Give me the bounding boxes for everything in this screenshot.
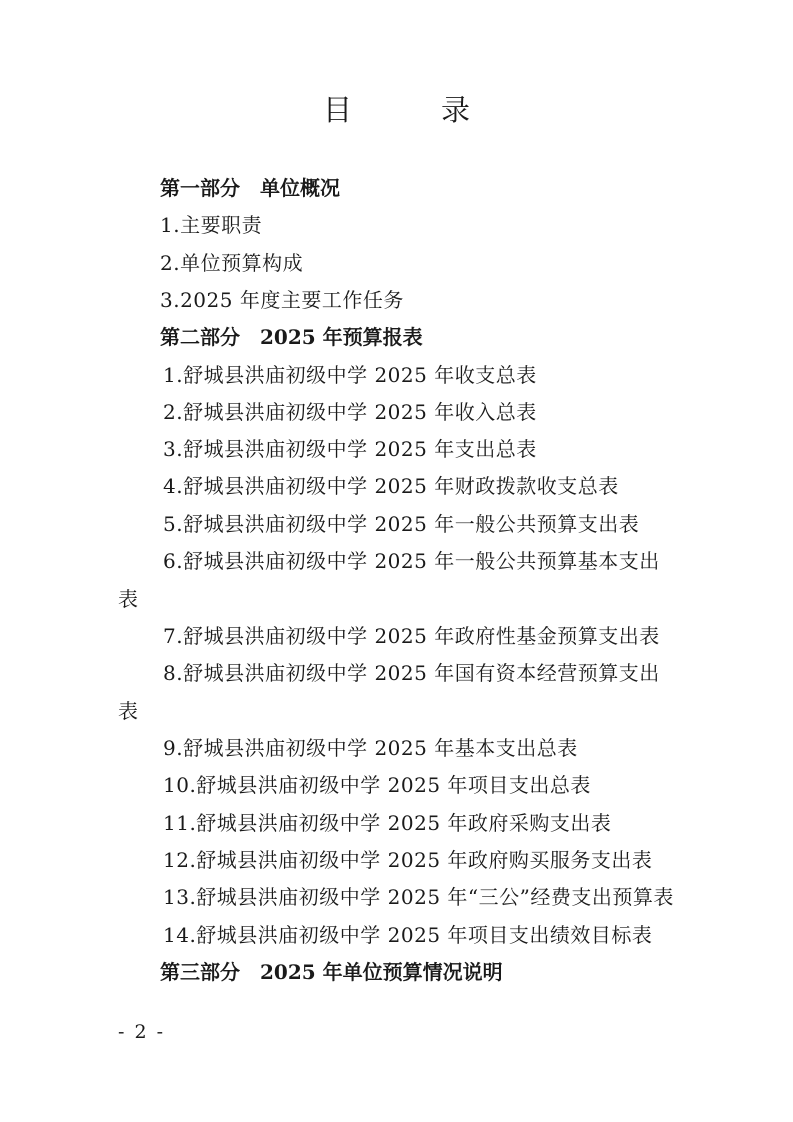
- toc-item-continuation: 表: [118, 699, 139, 723]
- toc-item: 12.舒城县洪庙初级中学 2025 年政府购买服务支出表: [163, 848, 653, 872]
- toc-item-continuation: 表: [118, 587, 139, 611]
- toc-item: 9.舒城县洪庙初级中学 2025 年基本支出总表: [163, 736, 578, 760]
- toc-item: 6.舒城县洪庙初级中学 2025 年一般公共预算基本支出: [163, 549, 660, 573]
- part2-heading: 第二部分 2025 年预算报表: [160, 325, 423, 349]
- toc-item: 3.舒城县洪庙初级中学 2025 年支出总表: [163, 437, 537, 461]
- page-number: - 2 -: [118, 1021, 166, 1043]
- toc-item: 7.舒城县洪庙初级中学 2025 年政府性基金预算支出表: [163, 624, 660, 648]
- toc-item: 4.舒城县洪庙初级中学 2025 年财政拨款收支总表: [163, 474, 619, 498]
- toc-item: 1.主要职责: [160, 213, 263, 237]
- toc-item: 10.舒城县洪庙初级中学 2025 年项目支出总表: [163, 773, 591, 797]
- toc-item: 8.舒城县洪庙初级中学 2025 年国有资本经营预算支出: [163, 661, 660, 685]
- toc-item: 5.舒城县洪庙初级中学 2025 年一般公共预算支出表: [163, 512, 640, 536]
- toc-item: 1.舒城县洪庙初级中学 2025 年收支总表: [163, 363, 537, 387]
- toc-item: 14.舒城县洪庙初级中学 2025 年项目支出绩效目标表: [163, 923, 653, 947]
- toc-item: 2.舒城县洪庙初级中学 2025 年收入总表: [163, 400, 537, 424]
- part1-heading: 第一部分 单位概况: [160, 176, 340, 200]
- toc-item: 11.舒城县洪庙初级中学 2025 年政府采购支出表: [163, 811, 612, 835]
- toc-item: 2.单位预算构成: [160, 251, 304, 275]
- page-title: 目 录: [322, 93, 500, 127]
- part3-heading: 第三部分 2025 年单位预算情况说明: [160, 960, 503, 984]
- toc-item: 13.舒城县洪庙初级中学 2025 年“三公”经费支出预算表: [163, 885, 674, 909]
- toc-item: 3.2025 年度主要工作任务: [160, 288, 404, 312]
